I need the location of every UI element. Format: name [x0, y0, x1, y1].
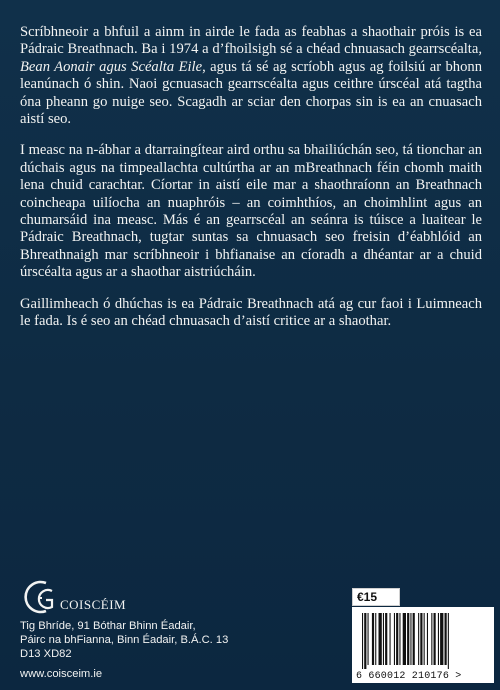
- publisher-header: [20, 577, 228, 617]
- address-line-1: Tig Bhríde, 91 Bóthar Bhinn Éadair,: [20, 620, 196, 632]
- barcode-digits: 6 660012 210176 >: [356, 671, 462, 682]
- address-line-2: Páirc na bhFianna, Binn Éadair, B.Á.C. 13: [20, 634, 229, 647]
- barcode-bars-icon: [360, 613, 486, 669]
- blurb-paragraph-2: I measc na n-ábhar a dtarraingítear aird orthu sa bhailiúchán seo, tá tionchar an dúchais agus na timpeallachta cultúrtha ar an mBreathnach féin chomh maith lena chuid carachtar. Cíortar in aistí eile mar a shaothraíonn an Breathnach coincheapa uilíocha an nuaphróis – an coimhthíos, an choimhlint agus an chumarsáid ina measc. Más é an gearrscéal an seánra is túisce a luaitear le Pádraic Breathnach, tugtar suntas sa chnuasach seo freisin d’éabhlóid an Bhreathnaigh mar scríbhneoir i bhfianaise an cíoradh a dhéantar ar a chuid úrscéalta agus ar a shaothar aistriúcháin.: [20, 142, 482, 281]
- address-line-3: D13 XD82: [20, 648, 72, 661]
- publisher-address: [20, 619, 228, 662]
- isbn-barcode: [352, 607, 494, 683]
- publisher-website: www.coisceim.ie: [20, 667, 103, 680]
- blurb-p1-text-b: , agus tá sé ag scríobh agus ag foilsiú ar bhonn leanúnach ó shin. Naoi gcnuasach gearrscéalta agus ceithre úrscéal atá tagtha óna pheann go nuige seo. Scagadh ar sciar den chorpas sin is ea an cnuasach aistí seo.: [20, 58, 482, 128]
- blurb-paragraph-1: [20, 24, 482, 128]
- blurb-p1-text-a: Scríbhneoir a bhfuil a ainm in airde le fada as feabhas a shaothair próis is ea Pádraic Breathnach. Ba i 1974 a d’fhoilsigh sé a chéad chnuasach gearrscéalta,: [20, 24, 482, 58]
- publisher-block: [20, 577, 228, 680]
- publisher-name: COISCÉIM: [60, 597, 127, 612]
- blurb-paragraph-3: Gaillimheach ó dhúchas is ea Pádraic Breathnach atá ag cur faoi i Luimneach le fada. Is é seo an chéad chnuasach d’aistí critice ar a shaothar.: [20, 295, 482, 330]
- book-title-italic: Bean Aonair agus Scéalta Eile: [20, 58, 203, 75]
- price-label: €15: [352, 588, 400, 606]
- back-cover-blurb: [20, 24, 482, 345]
